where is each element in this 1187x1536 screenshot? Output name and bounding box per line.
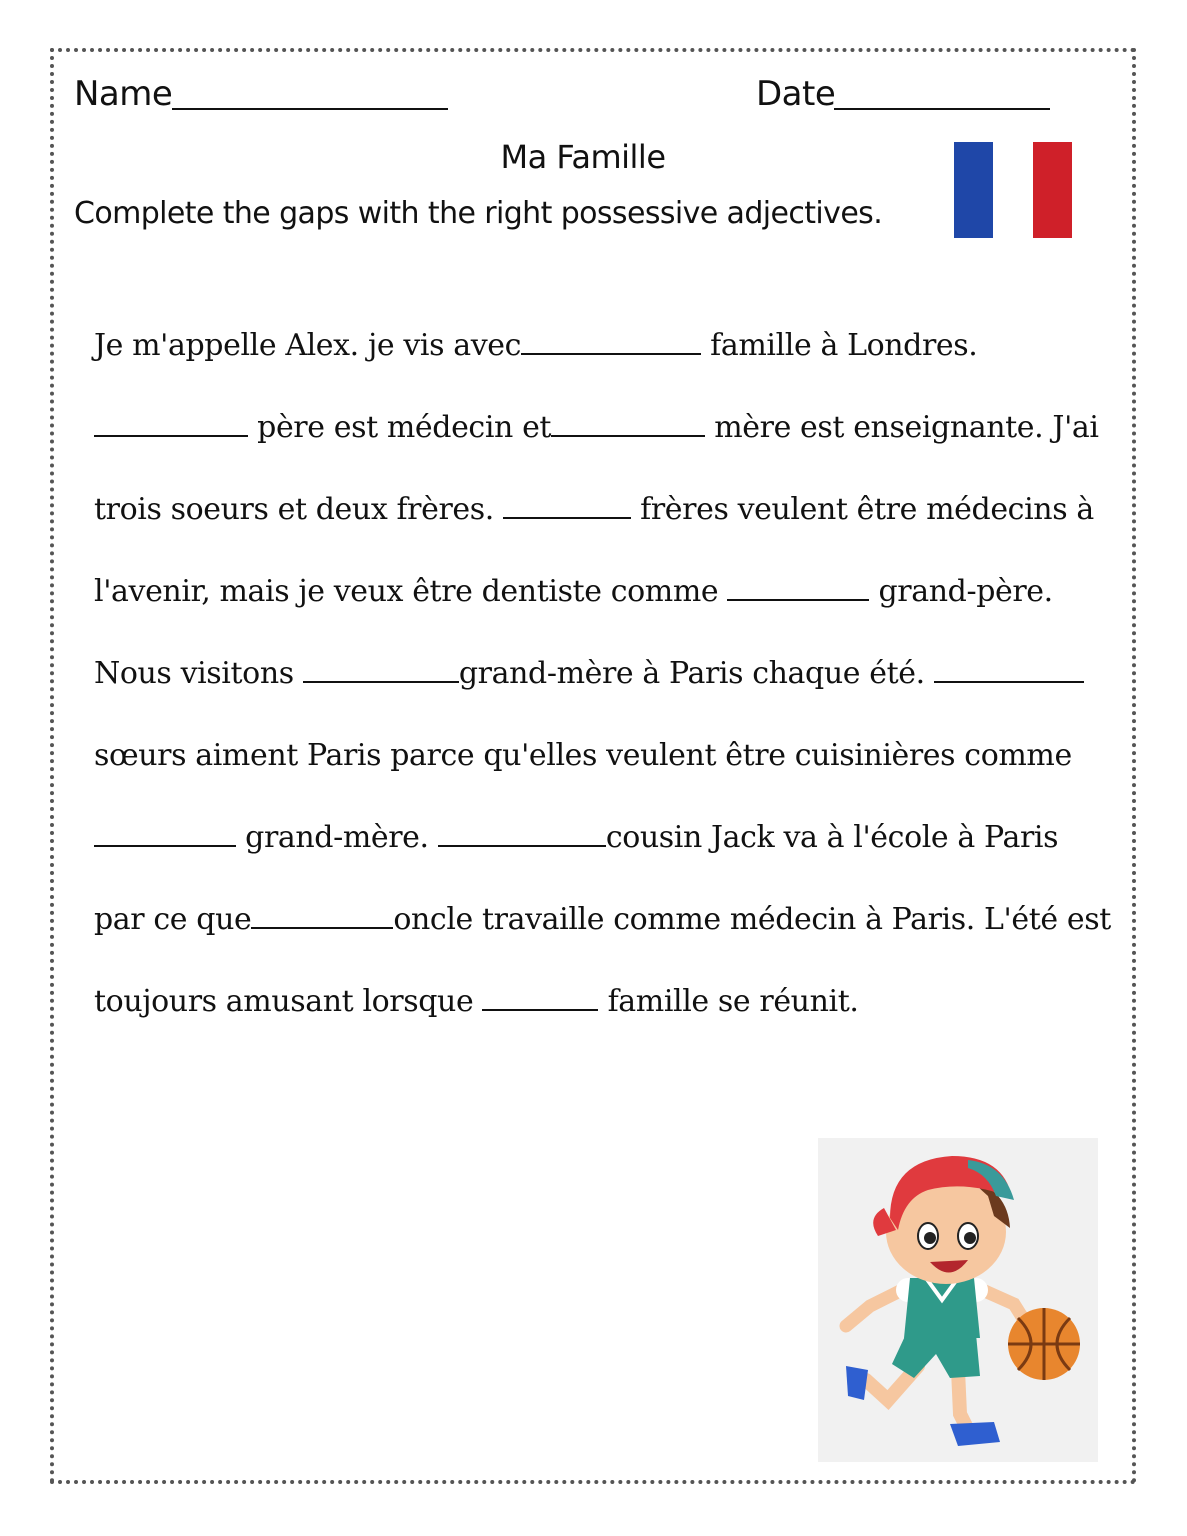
- gap-blank[interactable]: [551, 411, 705, 437]
- instructions: Complete the gaps with the right possessive adjectives.: [74, 196, 883, 231]
- passage-text: cousin Jack va à l'école à Paris: [605, 820, 1059, 855]
- passage-line: [94, 564, 1114, 646]
- passage-line: [94, 974, 1114, 1056]
- flag-stripe-red: [1033, 142, 1072, 238]
- passage-text: frères veulent être médecins à: [631, 492, 1094, 527]
- passage-text: père est médecin et: [248, 410, 552, 445]
- passage-text: grand-mère à Paris chaque été.: [458, 656, 934, 691]
- boy-basketball-illustration: [818, 1138, 1098, 1462]
- passage-line: [94, 482, 1114, 564]
- passage-line: [94, 646, 1114, 728]
- gap-blank[interactable]: [727, 575, 869, 601]
- passage-text: grand-père.: [869, 574, 1053, 609]
- name-label: Name: [74, 74, 173, 114]
- passage-line: [94, 400, 1114, 482]
- passage-line: [94, 810, 1114, 892]
- fill-in-passage: [94, 318, 1114, 1056]
- passage-text: par ce que: [94, 902, 252, 937]
- name-field-line[interactable]: [172, 108, 448, 110]
- passage-text: l'avenir, mais je veux être dentiste comme: [94, 574, 728, 609]
- gap-blank[interactable]: [503, 493, 631, 519]
- gap-blank[interactable]: [521, 329, 701, 355]
- passage-line: [94, 892, 1114, 974]
- passage-line: [94, 728, 1114, 810]
- gap-blank[interactable]: [303, 657, 459, 683]
- gap-blank[interactable]: [934, 657, 1084, 683]
- gap-blank[interactable]: [94, 411, 248, 437]
- page-title: Ma Famille: [500, 138, 666, 176]
- french-flag-icon: [954, 142, 1072, 238]
- passage-text: grand-mère.: [236, 820, 438, 855]
- gap-blank[interactable]: [438, 821, 606, 847]
- date-field-line[interactable]: [834, 108, 1050, 110]
- passage-line: [94, 318, 1114, 400]
- passage-text: Je m'appelle Alex. je vis avec: [94, 328, 521, 363]
- gap-blank[interactable]: [482, 985, 598, 1011]
- passage-text: famille à Londres.: [701, 328, 978, 363]
- boy-basketball-icon: [818, 1138, 1098, 1462]
- passage-text: famille se réunit.: [598, 984, 859, 1019]
- passage-text: mère est enseignante. J'ai: [705, 410, 1099, 445]
- passage-text: sœurs aiment Paris parce qu'elles veulent être cuisinières comme: [94, 738, 1072, 773]
- flag-stripe-white: [993, 142, 1032, 238]
- gap-blank[interactable]: [94, 821, 236, 847]
- passage-text: trois soeurs et deux frères.: [94, 492, 504, 527]
- date-label: Date: [756, 74, 836, 114]
- passage-text: oncle travaille comme médecin à Paris. L'été est: [393, 902, 1111, 937]
- passage-text: toujours amusant lorsque: [94, 984, 483, 1019]
- flag-stripe-blue: [954, 142, 993, 238]
- passage-text: Nous visitons: [94, 656, 303, 691]
- gap-blank[interactable]: [251, 903, 393, 929]
